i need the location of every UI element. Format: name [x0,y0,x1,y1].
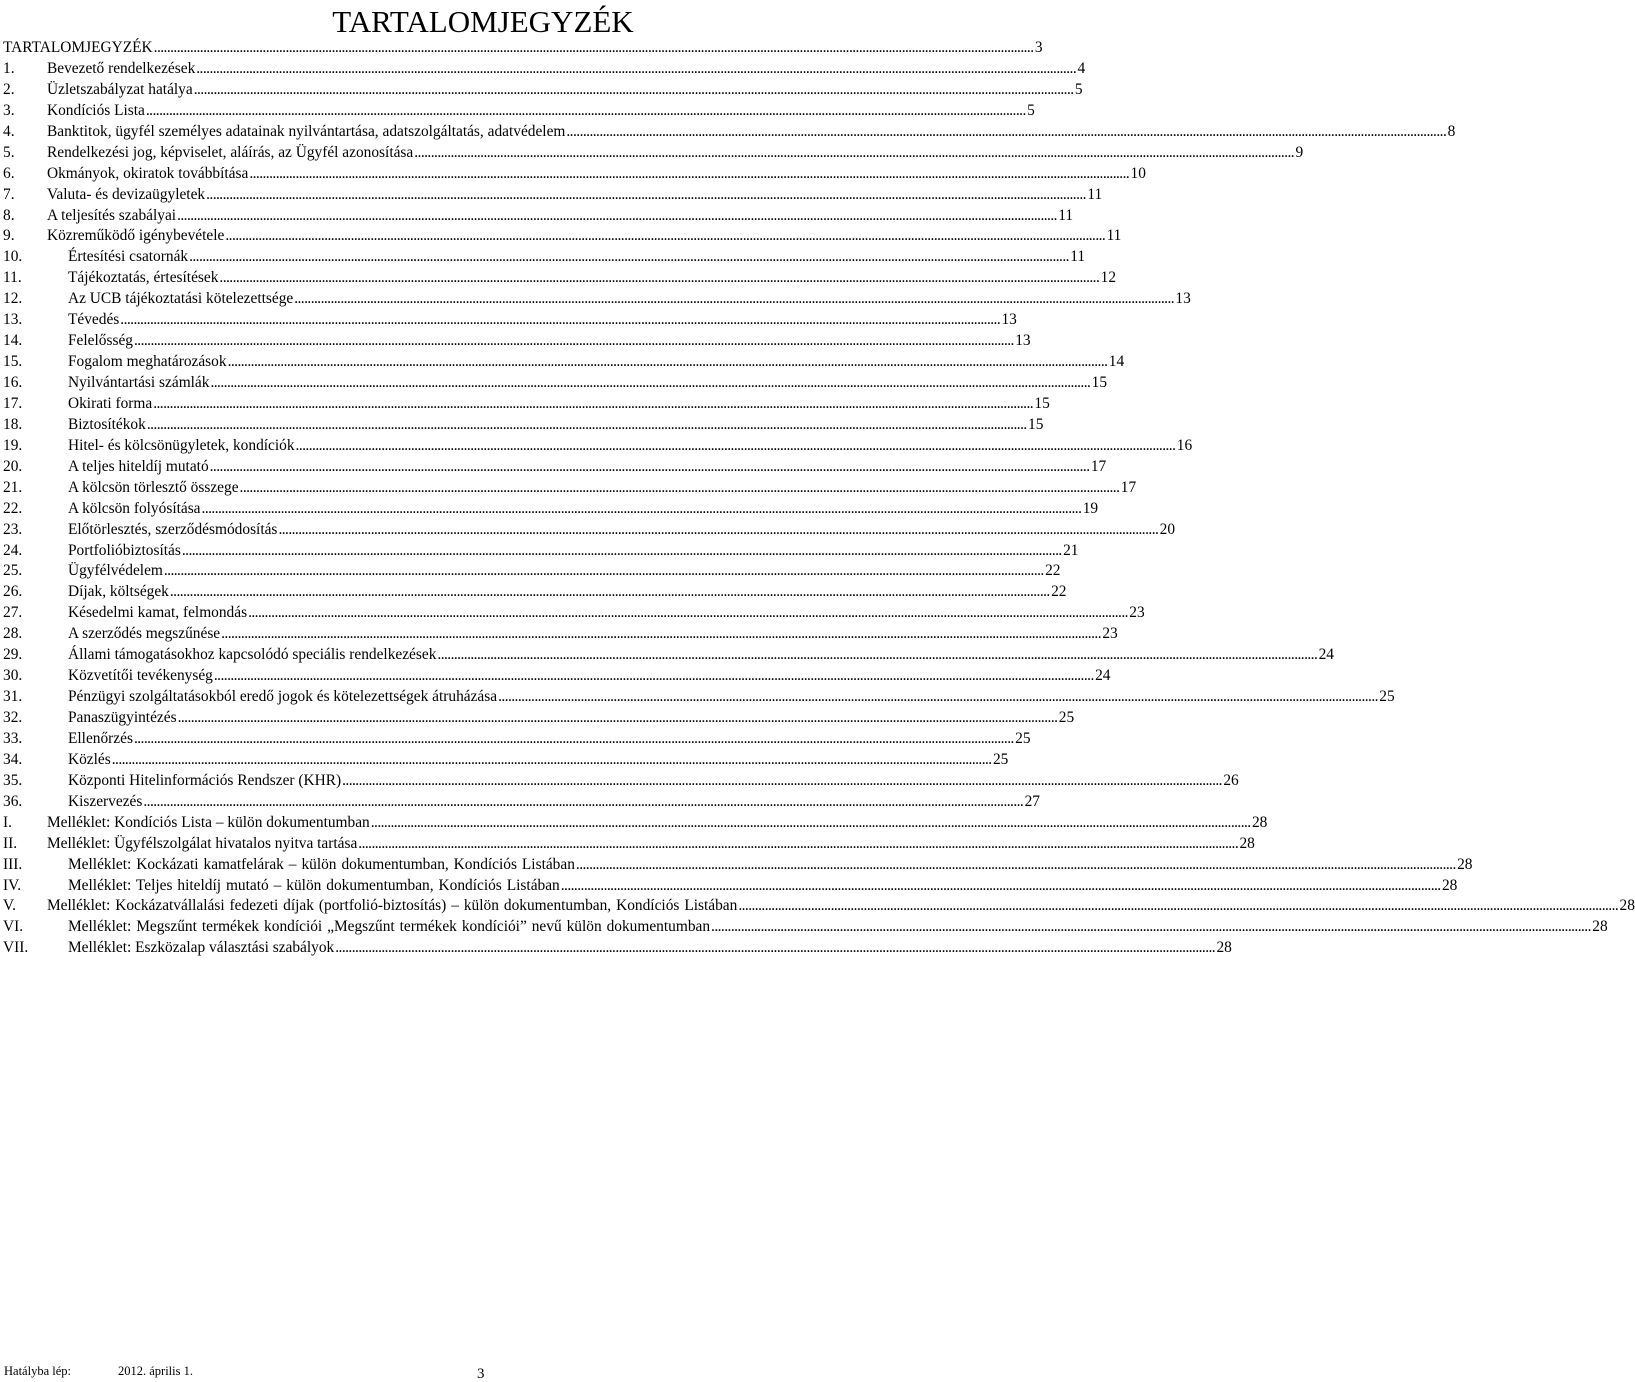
toc-entry-number: 26. [3,583,23,601]
toc-entry-page: 28 [1441,876,1458,894]
toc-dot-leader [342,771,1220,792]
toc-entry[interactable] [3,645,1334,666]
toc-entry-page: 11 [1106,227,1122,245]
toc-entry[interactable] [3,938,1232,959]
toc-entry-title: A teljesítés szabályai [47,206,177,224]
toc-entry-number: 7. [3,185,15,203]
toc-entry-title: Közvetítői tevékenység [68,667,213,685]
toc-entry-title: Késedelmi kamat, felmondás [68,604,248,622]
toc-dot-leader [196,59,1074,80]
toc-entry-title: Állami támogatásokhoz kapcsolódó speciális rendelkezések [68,646,437,664]
toc-entry-page: 8 [1447,122,1456,140]
toc-entry-page: 28 [1239,834,1255,852]
toc-entry[interactable] [3,499,1099,520]
toc-entry-number: 17. [3,394,23,412]
toc-entry-title: Hitel- és kölcsönügyletek, kondíciók [68,436,295,454]
toc-entry-title: Előtörlesztés, szerződésmódosítás [68,520,278,538]
toc-dot-leader [248,603,1126,624]
toc-entry-number: 21. [3,478,23,496]
toc-entry[interactable] [3,541,1079,562]
toc-entry-title: Kiszervezés [68,792,143,810]
toc-dot-leader [711,917,1589,938]
toc-entry[interactable] [3,38,1043,59]
toc-dot-leader [358,834,1236,855]
toc-entry[interactable] [3,226,1122,247]
toc-entry-number: 23. [3,520,23,538]
toc-dot-leader [225,226,1103,247]
toc-dot-leader [278,520,1156,541]
toc-entry-number: 10. [3,248,23,266]
toc-entry-number: 11. [3,269,22,287]
toc-dot-leader [214,666,1092,687]
toc-entry-number: 33. [3,729,23,747]
toc-entry-title: Biztosítékok [68,415,146,433]
toc-entry-number: 15. [3,353,23,371]
toc-dot-leader [182,541,1060,562]
toc-entry-number: IV. [3,876,22,894]
toc-entry-number: V. [3,897,16,915]
toc-entry-title: Melléklet: Megszűnt termékek kondíciói „Megszűnt termékek kondíciói” nevű külön dokumentumban [68,918,711,936]
toc-entry-number: 1. [3,59,15,77]
toc-entry-title: Banktitok, ügyfél személyes adatainak nyilvántartása, adatszolgáltatás, adatvédelem [47,122,566,140]
toc-entry-page: 9 [1295,143,1304,161]
toc-entry-title: Melléklet: Ügyfélszolgálat hivatalos nyitva tartása [47,834,358,852]
toc-entry-number: 5. [3,143,15,161]
toc-entry-page: 12 [1100,269,1117,287]
toc-entry-number: 12. [3,290,23,308]
toc-entry-page: 28 [1251,813,1268,831]
toc-dot-leader [576,855,1454,876]
toc-entry[interactable] [3,310,1017,331]
toc-entry-page: 25 [992,750,1009,768]
toc-entry[interactable] [3,394,1050,415]
toc-dot-leader [738,896,1616,917]
toc-entry[interactable] [3,268,1117,289]
toc-entry[interactable] [3,352,1125,373]
toc-entry-number: 31. [3,688,23,706]
toc-entry[interactable] [3,164,1146,185]
toc-entry-page: 17 [1090,457,1107,475]
toc-entry-number: II. [3,834,18,852]
toc-entry-page: 5 [1027,101,1035,119]
toc-entry-number: 20. [3,457,23,475]
toc-entry[interactable] [3,876,1458,897]
toc-entry-page: 28 [1592,918,1608,936]
toc-entry[interactable] [3,834,1255,855]
toc-entry-title: Kondíciós Lista [47,101,145,119]
toc-entry-page: 28 [1216,939,1232,957]
toc-entry-number: 34. [3,750,23,768]
toc-entry[interactable] [3,750,1009,771]
toc-entry-page: 23 [1129,604,1145,622]
toc-entry-number: 8. [3,206,15,224]
toc-dot-leader [134,331,1012,352]
toc-entry-title: Közlés [68,750,111,768]
toc-entry-page: 21 [1063,541,1079,559]
toc-dot-leader [146,101,1024,122]
toc-entry-page: 13 [1001,311,1017,329]
toc-entry-title: Bevezető rendelkezések [47,59,196,77]
toc-entry-title: Díjak, költségek [68,583,169,601]
table-of-contents [3,38,1635,959]
toc-entry-page: 22 [1045,562,1061,580]
toc-entry-title: Központi Hitelinformációs Rendszer (KHR) [68,771,342,789]
toc-entry[interactable] [3,185,1103,206]
toc-dot-leader [228,352,1106,373]
toc-dot-leader [189,247,1067,268]
toc-entry[interactable] [3,813,1268,834]
toc-dot-leader [143,792,1021,813]
toc-entry[interactable] [3,792,1040,813]
toc-dot-leader [414,143,1292,164]
toc-dot-leader [437,645,1315,666]
toc-entry-number: 4. [3,122,15,140]
toc-entry[interactable] [3,582,1067,603]
toc-dot-leader [210,373,1088,394]
toc-entry-page: 11 [1070,248,1086,266]
toc-entry-title: Pénzügyi szolgáltatásokból eredő jogok és kötelezettségek átruházása [68,688,498,706]
toc-entry-number: 6. [3,164,15,182]
toc-entry[interactable] [3,687,1395,708]
toc-entry[interactable] [3,917,1608,938]
toc-entry-number: 16. [3,374,23,391]
toc-entry-title: Nyilvántartási számlák [68,374,210,391]
toc-entry[interactable] [3,666,1111,687]
toc-entry-title: Tévedés [68,311,120,329]
toc-entry-title: Melléklet: Kockázati kamatfelárak – külön dokumentumban, Kondíciós Listában [68,855,575,873]
toc-dot-leader [147,415,1025,436]
toc-entry-page: 14 [1108,353,1125,371]
toc-entry-title: Melléklet: Kockázatvállalási fedezeti díjak (portfolió-biztosítás) – külön dokumentumban, Kondíciós Listában [47,897,738,915]
toc-entry-number: 13. [3,311,23,329]
toc-entry-page: 24 [1318,646,1334,664]
toc-entry-page: 13 [1015,332,1031,350]
toc-entry-page: 4 [1077,59,1086,77]
toc-entry[interactable] [3,373,1108,394]
toc-entry[interactable] [3,478,1137,499]
toc-entry-number: 32. [3,709,23,726]
toc-entry-title: Melléklet: Kondíciós Lista – külön dokumentumban [47,813,370,831]
toc-dot-leader [210,457,1088,478]
toc-entry-page: 15 [1091,374,1108,391]
toc-entry-title: Panaszügyintézés [68,709,177,726]
toc-entry-page: 11 [1087,185,1103,203]
toc-entry[interactable] [3,771,1239,792]
toc-dot-leader [134,729,1012,750]
toc-dot-leader [170,582,1048,603]
toc-entry-number: 14. [3,332,23,350]
toc-entry-title: Ügyfélvédelem [68,562,163,580]
toc-dot-leader [178,708,1056,729]
toc-dot-leader [561,876,1439,897]
toc-entry-number: 3. [3,101,15,119]
toc-entry-title: TARTALOMJEGYZÉK [3,39,153,56]
toc-entry-number: 22. [3,499,23,517]
toc-entry-page: 19 [1082,499,1099,517]
toc-entry-page: 10 [1130,164,1146,182]
toc-entry-number: 29. [3,646,23,664]
toc-entry-page: 11 [1058,206,1074,224]
toc-entry-page: 25 [1015,729,1031,747]
toc-entry[interactable] [3,436,1193,457]
toc-dot-leader [294,289,1172,310]
toc-entry-page: 23 [1102,625,1118,643]
toc-entry-number: 18. [3,415,23,433]
toc-entry[interactable] [3,624,1118,645]
toc-dot-leader [153,394,1031,415]
toc-entry[interactable] [3,457,1107,478]
toc-entry-page: 24 [1095,667,1111,685]
toc-dot-leader [202,499,1080,520]
toc-entry-title: Üzletszabályzat hatálya [47,80,193,98]
toc-entry-title: Az UCB tájékoztatási kötelezettsége [68,290,294,308]
toc-dot-leader [194,80,1072,101]
toc-entry-title: Valuta- és devizaügyletek [47,185,206,203]
toc-entry[interactable] [3,415,1044,436]
toc-dot-leader [566,122,1444,143]
effective-date-label: Hatályba lép: [4,1364,71,1378]
toc-entry[interactable] [3,331,1031,352]
toc-dot-leader [240,478,1118,499]
toc-dot-leader [335,938,1213,959]
toc-entry-title: Rendelkezési jog, képviselet, aláírás, az Ügyfél azonosítása [47,143,414,161]
toc-dot-leader [154,38,1032,59]
toc-entry[interactable] [3,101,1035,122]
toc-entry-page: 15 [1034,394,1050,412]
toc-entry[interactable] [3,247,1086,268]
toc-dot-leader [498,687,1376,708]
toc-entry-title: A kölcsön folyósítása [68,499,201,517]
toc-entry[interactable] [3,561,1061,582]
toc-dot-leader [249,164,1127,185]
toc-entry-page: 22 [1051,583,1067,601]
toc-entry[interactable] [3,143,1304,164]
toc-entry-number: 25. [3,562,23,580]
toc-entry-title: A szerződés megszűnése [68,625,221,643]
toc-entry-title: Közreműködő igénybevétele [47,227,225,245]
toc-entry[interactable] [3,520,1176,541]
toc-dot-leader [296,436,1174,457]
toc-entry-page: 25 [1379,688,1395,706]
toc-entry-number: 24. [3,541,23,559]
toc-entry-title: Értesítési csatornák [68,248,189,266]
toc-entry-title: Melléklet: Teljes hiteldíj mutató – külön dokumentumban, Kondíciós Listában [68,876,560,894]
toc-entry[interactable] [3,708,1075,729]
toc-entry-title: Okirati forma [68,394,153,412]
effective-date-value: 2012. április 1. [118,1364,193,1378]
toc-entry-number: 28. [3,625,23,643]
toc-entry-number: 35. [3,771,23,789]
toc-entry[interactable] [3,206,1074,227]
toc-entry-page: 16 [1176,436,1193,454]
toc-entry-page: 20 [1159,520,1176,538]
toc-entry-title: Melléklet: Eszközalap választási szabályok [68,939,335,957]
toc-entry-number: 27. [3,604,23,622]
toc-entry-number: 30. [3,667,23,685]
toc-entry-page: 5 [1074,80,1083,98]
toc-entry-number: 36. [3,792,23,810]
page-number: 3 [477,1366,485,1382]
toc-dot-leader [206,185,1084,206]
toc-entry[interactable] [3,729,1031,750]
toc-entry-title: A teljes hiteldíj mutató [68,457,209,475]
toc-entry-number: 9. [3,227,15,245]
toc-entry[interactable] [3,603,1145,624]
toc-entry-page: 28 [1457,855,1473,873]
toc-entry[interactable] [3,59,1086,80]
toc-entry-page: 25 [1058,709,1075,726]
toc-entry-page: 3 [1034,39,1043,56]
toc-dot-leader [112,750,990,771]
toc-entry-number: VII. [3,939,29,957]
toc-entry-number: III. [3,855,23,873]
toc-entry-page: 27 [1024,792,1040,810]
toc-entry-title: Fogalom meghatározások [68,353,227,371]
toc-entry[interactable] [3,896,1635,917]
toc-entry-page: 17 [1120,478,1137,496]
toc-entry-number: 2. [3,80,15,98]
toc-entry-title: A kölcsön törlesztő összege [68,478,239,496]
toc-dot-leader [221,624,1099,645]
toc-entry-title: Ellenőrzés [68,729,133,747]
toc-entry-number: 19. [3,436,23,454]
toc-entry-page: 15 [1028,415,1044,433]
page-title: TARTALOMJEGYZÉK [332,4,634,39]
toc-entry-title: Okmányok, okiratok továbbítása [47,164,249,182]
toc-dot-leader [177,206,1055,227]
toc-entry-title: Tájékoztatás, értesítések [68,269,219,287]
toc-entry-number: VI. [3,918,24,936]
toc-entry[interactable] [3,855,1473,876]
toc-entry[interactable] [3,289,1191,310]
toc-entry-number: I. [3,813,12,831]
toc-entry[interactable] [3,80,1083,101]
toc-dot-leader [371,813,1249,834]
toc-entry-title: Portfolióbiztosítás [68,541,181,559]
toc-entry-page: 13 [1175,290,1191,308]
toc-dot-leader [120,310,998,331]
toc-entry-page: 26 [1223,771,1239,789]
toc-dot-leader [219,268,1097,289]
toc-entry[interactable] [3,122,1456,143]
toc-entry-title: Felelősség [68,332,133,350]
toc-dot-leader [164,561,1042,582]
toc-entry-page: 28 [1619,897,1635,915]
